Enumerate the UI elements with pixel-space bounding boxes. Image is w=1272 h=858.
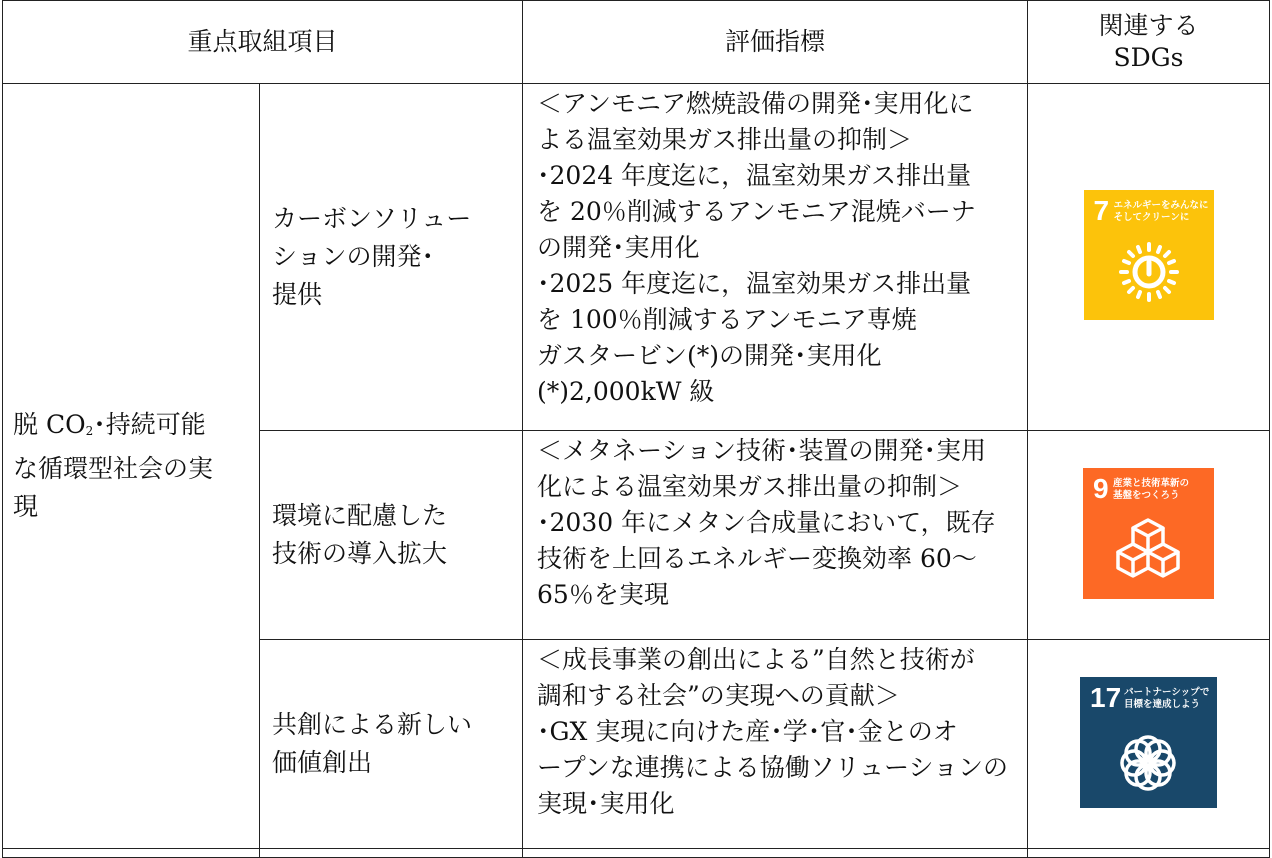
indicator-line: ･GX 実現に向けた産･学･官･金とのオ <box>537 717 958 746</box>
sdg9-icon <box>1083 468 1214 599</box>
header-sdgs-line2: SDGs <box>1113 43 1184 72</box>
indicator-line: ＜メタネーション技術･装置の開発･実用 <box>537 436 987 465</box>
sdg-cell <box>1028 84 1270 431</box>
sdg-caption-line: そしてクリーンに <box>1113 212 1190 223</box>
indicator-line: ープンな連携による協働ソリューションの <box>537 753 1009 782</box>
focus-item-line: 提供 <box>272 280 323 309</box>
theme-cell <box>3 84 260 849</box>
indicator-line: 化による温室効果ガス排出量の抑制＞ <box>537 472 963 501</box>
sdg-cell <box>1028 431 1270 640</box>
focus-item-line: 共創による新しい <box>272 710 473 739</box>
indicator-line: ･2024 年度迄に，温室効果ガス排出量 <box>537 161 972 190</box>
sdg-cell <box>1028 640 1270 849</box>
indicator-cell <box>523 84 1028 431</box>
focus-item <box>260 84 523 431</box>
sdg-caption-line: 産業と技術革新の <box>1113 477 1190 489</box>
sdg17-icon <box>1080 677 1217 808</box>
focus-item-line: カーボンソリュー <box>272 204 472 233</box>
header-sdgs-line1: 関連する <box>1098 11 1199 40</box>
header-indicator: 評価指標 <box>523 1 1028 84</box>
focus-item <box>260 431 523 640</box>
sdg-caption-line: エネルギーをみんなに <box>1113 200 1209 211</box>
focus-item-line: 環境に配慮した <box>272 501 448 530</box>
indicator-line: よる温室効果ガス排出量の抑制＞ <box>537 125 913 154</box>
indicator-line: を 100％削減するアンモニア専焼 <box>537 305 917 334</box>
indicator-line: 技術を上回るエネルギー変換効率 60～ <box>537 544 977 573</box>
theme-line1: 脱 CO <box>13 410 86 439</box>
sun-power-icon <box>1084 190 1214 320</box>
indicator-line: (*)2,000kW 級 <box>537 377 715 406</box>
indicator-line: ガスタービン(*)の開発･実用化 <box>537 341 882 370</box>
header-row <box>3 1 1270 84</box>
indicator-line: の開発･実用化 <box>537 233 700 262</box>
sdg7-icon <box>1084 190 1214 320</box>
indicator-line: を 20％削減するアンモニア混焼バーナ <box>537 197 976 226</box>
theme-subscript: 2 <box>85 424 94 438</box>
sdg-caption-line: 基盤をつくろう <box>1113 489 1180 501</box>
indicator-cell <box>523 640 1028 849</box>
theme-line3: 現 <box>13 492 39 521</box>
table-bottom-edge <box>3 849 1270 858</box>
indicator-line: 実現･実用化 <box>537 789 675 818</box>
theme-line2: な循環型社会の実 <box>13 454 214 483</box>
indicator-line: 65％を実現 <box>537 580 669 609</box>
sdg-number: 9 <box>1093 472 1109 504</box>
cubes-icon <box>1083 468 1214 599</box>
header-sdgs <box>1028 1 1270 84</box>
sdg-table <box>2 0 1270 858</box>
indicator-line: ＜成長事業の創出による”自然と技術が <box>537 645 975 674</box>
indicator-line: ･2030 年にメタン合成量において，既存 <box>537 508 996 537</box>
theme-line1-rest: ･持続可能 <box>93 410 206 439</box>
sdg-number: 17 <box>1090 681 1122 713</box>
focus-item-line: ションの開発･ <box>272 242 435 271</box>
indicator-cell <box>523 431 1028 640</box>
table-row <box>3 84 1270 431</box>
indicator-line: ＜アンモニア燃焼設備の開発･実用化に <box>537 89 974 118</box>
sdg-caption-line: パートナーシップで <box>1124 686 1210 698</box>
focus-item <box>260 640 523 849</box>
header-focus: 重点取組項目 <box>3 1 523 84</box>
sdg-caption-line: 目標を達成しよう <box>1124 698 1201 710</box>
rings-icon <box>1080 677 1217 808</box>
indicator-line: 調和する社会”の実現への貢献＞ <box>537 681 900 710</box>
focus-item-line: 価値創出 <box>272 748 373 777</box>
indicator-line: ･2025 年度迄に，温室効果ガス排出量 <box>537 269 972 298</box>
sdg-number: 7 <box>1093 195 1110 226</box>
focus-item-line: 技術の導入拡大 <box>272 539 448 568</box>
